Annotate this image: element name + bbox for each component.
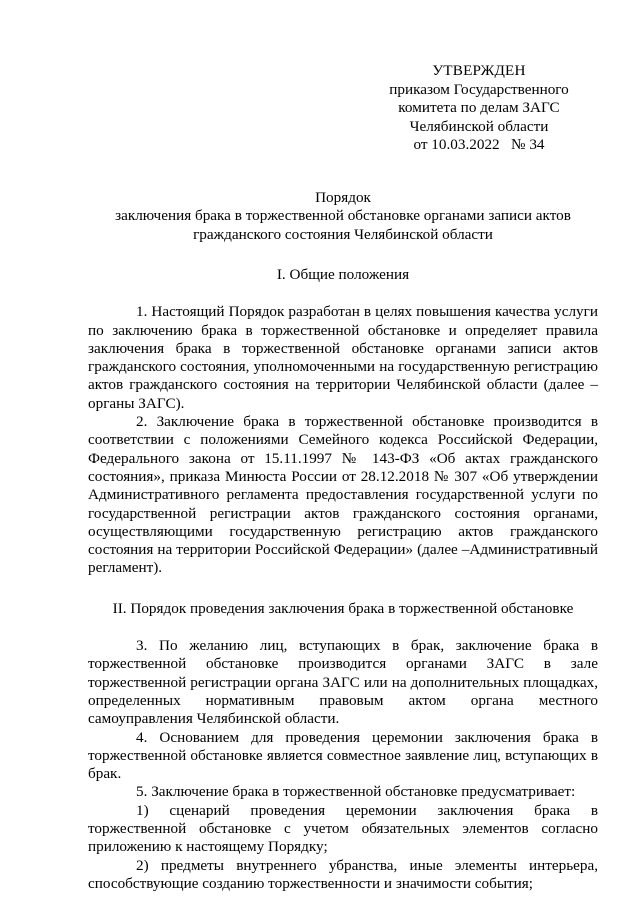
approval-line-2: комитета по делам ЗАГС — [398, 99, 560, 116]
paragraph-3: 3. По желанию лиц, вступающих в брак, заключение брака в торжественной обстановке производится органами ЗАГС в зале торжественной регистрации органа ЗАГС или на дополнительных площадках, определенных нормативным правовым актом органа местного самоуправления Челябинской области. — [88, 637, 598, 728]
paragraph-2: 2. Заключение брака в торжественной обстановке производится в соответствии с положениями Семейного кодекса Российской Федерации, Федерального закона от 15.11.1997 № 143-ФЗ «Об актах гражданского состояния», приказа Минюста России от 28.12.2018 № 307 «Об утверждении Административного регламента предоставления государственной услуги по государственной регистрации актов гражданского состояния органами, осуществляющими государственную регистрацию актов гражданского состояния на территории Российской Федерации» (далее –Административный регламент). — [88, 413, 598, 577]
document-title — [88, 189, 598, 245]
paragraph-4: 4. Основанием для проведения церемонии заключения брака в торжественной обстановке является совместное заявление лиц, вступающих в брак. — [88, 728, 598, 783]
paragraph-5: 5. Заключение брака в торжественной обстановке предусматривает: — [136, 783, 576, 801]
approval-heading: УТВЕРЖДЕН — [432, 62, 526, 79]
approval-line-1: приказом Государственного — [389, 80, 569, 98]
approval-date-number: от 10.03.2022 № 34 — [413, 136, 545, 153]
approval-line-3: Челябинской области — [409, 117, 549, 135]
section-heading-1: I. Общие положения — [276, 266, 410, 283]
paragraph-1: 1. Настоящий Порядок разработан в целях повышения качества услуги по заключению брака в торжественной обстановке и определяет правила заключения брака в торжественной обстановке органами записи актов гражданского состояния, уполномоченными на государственную регистрацию актов гражданского состояния на территории Челябинской области (далее – органы ЗАГС). — [88, 303, 598, 412]
title-line-2: заключения брака в торжественной обстановке органами записи актов — [115, 207, 571, 224]
title-line-1: Порядок — [315, 188, 371, 206]
paragraph-5-item-1: 1) сценарий проведения церемонии заключения брака в торжественной обстановке с учетом обязательных элементов согласно приложению к настоящему Порядку; — [88, 801, 598, 856]
title-line-3: гражданского состояния Челябинской области — [193, 225, 493, 243]
paragraph-5-item-2: 2) предметы внутреннего убранства, иные элементы интерьера, способствующие созданию торжественности и значимости события; — [88, 856, 598, 892]
approval-block — [370, 62, 588, 155]
section-heading-2: II. Порядок проведения заключения брака в торжественной обстановке — [112, 599, 574, 617]
